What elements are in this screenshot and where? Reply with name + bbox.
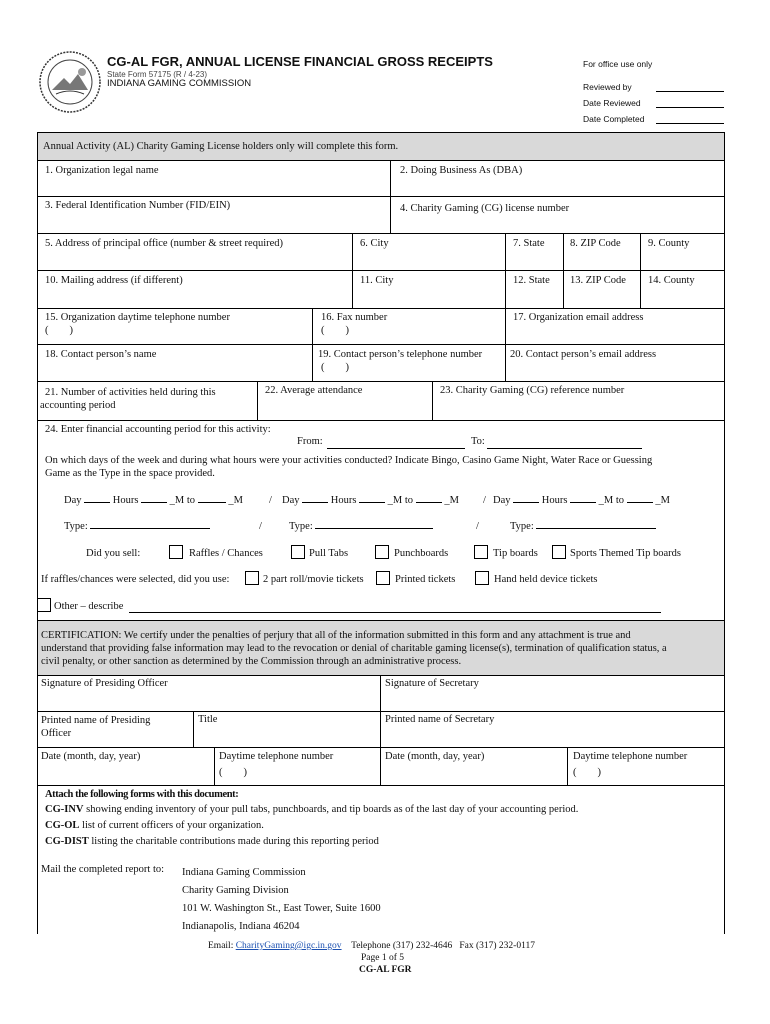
attach-cg-ol: CG-OL list of current officers of your organization. xyxy=(45,820,264,831)
field-7-state[interactable]: 7. State xyxy=(513,238,545,249)
other-describe-input[interactable] xyxy=(129,612,661,613)
office-use-title: For office use only xyxy=(583,59,653,69)
mail-address: Indiana Gaming Commission Charity Gaming Division 101 W. Washington St., East Tower, Suite 1600 Indianapolis, Indiana 46204 xyxy=(182,867,381,932)
day-hours-group-1[interactable]: Day Hours _M to _M xyxy=(64,495,243,506)
printed-name-secretary[interactable]: Printed name of Secretary xyxy=(385,714,495,725)
attach-cg-dist: CG-DIST listing the charitable contributions made during this reporting period xyxy=(45,836,379,847)
mail-label: Mail the completed report to: xyxy=(41,864,165,875)
period-to-label: To: xyxy=(471,436,485,447)
punchboards-label: Punchboards xyxy=(394,548,449,559)
field-18-contact-name[interactable]: 18. Contact person’s name xyxy=(45,349,157,360)
other-checkbox[interactable] xyxy=(37,598,51,612)
signature-secretary[interactable]: Signature of Secretary xyxy=(385,678,479,689)
field-4-cg-license-number[interactable]: 4. Charity Gaming (CG) license number xyxy=(400,203,570,214)
field-17-org-email[interactable]: 17. Organization email address xyxy=(513,312,644,323)
date-completed-label: Date Completed xyxy=(583,114,645,124)
day-hours-group-2[interactable]: Day Hours _M to _M xyxy=(282,495,459,506)
type-input-2[interactable]: Type: xyxy=(289,521,433,532)
footer-contact: Email: CharityGaming@igc.in.gov Telephone (317) 232-4646 Fax (317) 232-0117 xyxy=(208,941,535,951)
field-12-state[interactable]: 12. State xyxy=(513,275,550,286)
other-label: Other – describe xyxy=(54,601,124,612)
period-from-input[interactable] xyxy=(327,448,465,449)
signature-presiding-officer[interactable]: Signature of Presiding Officer xyxy=(41,678,168,689)
phone-secretary[interactable]: Daytime telephone number xyxy=(573,751,688,762)
date-secretary[interactable]: Date (month, day, year) xyxy=(385,751,485,762)
field-16-fax[interactable]: 16. Fax number xyxy=(321,312,388,323)
tip-boards-label: Tip boards xyxy=(493,548,538,559)
field-19-phone-area[interactable]: ( ) xyxy=(321,362,349,373)
date-presiding[interactable]: Date (month, day, year) xyxy=(41,751,141,762)
field-9-county[interactable]: 9. County xyxy=(648,238,690,249)
state-seal-logo xyxy=(38,50,102,114)
field-11-city[interactable]: 11. City xyxy=(360,275,394,286)
raffles-label: Raffles / Chances xyxy=(189,548,263,559)
field-21-line-2: accounting period xyxy=(40,400,116,411)
attach-cg-inv: CG-INV showing ending inventory of your pull tabs, punchboards, and tip boards as of the last day of your accounting period. xyxy=(45,804,579,815)
printed-tickets-label: Printed tickets xyxy=(395,574,456,585)
field-22-average-attendance[interactable]: 22. Average attendance xyxy=(265,385,363,396)
pull-tabs-checkbox[interactable] xyxy=(291,545,305,559)
field-2-dba[interactable]: 2. Doing Business As (DBA) xyxy=(400,165,523,176)
agency-name: INDIANA GAMING COMMISSION xyxy=(107,78,252,89)
printed-name-presiding[interactable]: Printed name of Presiding Officer xyxy=(41,715,151,739)
phone-secretary-area[interactable]: ( ) xyxy=(573,767,601,778)
type-input-1[interactable]: Type: xyxy=(64,521,210,532)
day-hours-group-3[interactable]: Day Hours _M to _M xyxy=(493,495,670,506)
phone-presiding-area[interactable]: ( ) xyxy=(219,767,247,778)
field-5-principal-address[interactable]: 5. Address of principal office (number & street required) xyxy=(45,238,284,249)
handheld-tickets-label: Hand held device tickets xyxy=(494,574,598,585)
date-reviewed-line[interactable] xyxy=(656,107,724,108)
field-15-org-phone[interactable]: 15. Organization daytime telephone number xyxy=(45,312,230,323)
tip-boards-checkbox[interactable] xyxy=(474,545,488,559)
did-you-sell-label: Did you sell: xyxy=(86,548,141,559)
field-19-contact-phone[interactable]: 19. Contact person’s telephone number xyxy=(318,349,483,360)
field-14-county[interactable]: 14. County xyxy=(648,275,695,286)
certification-text: CERTIFICATION: We certify under the penalties of perjury that all of the information submitted in this form and any attachment is true and understand that providing false information may lead to the revocation or denial of charitable gaming license(s), termination of qualification status, a civil penalty, or other sanction as determined by the Commission through an administrative process. xyxy=(41,630,667,667)
intro-text: Annual Activity (AL) Charity Gaming License holders only will complete this form. xyxy=(43,141,399,152)
date-reviewed-label: Date Reviewed xyxy=(583,98,641,108)
footer-form-code: CG-AL FGR xyxy=(359,965,412,975)
printed-tickets-checkbox[interactable] xyxy=(376,571,390,585)
two-part-roll-label: 2 part roll/movie tickets xyxy=(263,574,364,585)
field-20-contact-email[interactable]: 20. Contact person’s email address xyxy=(510,349,657,360)
title-field[interactable]: Title xyxy=(198,714,218,725)
handheld-tickets-checkbox[interactable] xyxy=(475,571,489,585)
field-13-zip[interactable]: 13. ZIP Code xyxy=(570,275,626,286)
reviewed-by-line[interactable] xyxy=(656,91,724,92)
raffles-checkbox[interactable] xyxy=(169,545,183,559)
period-from-label: From: xyxy=(297,436,323,447)
phone-presiding[interactable]: Daytime telephone number xyxy=(219,751,334,762)
field-1-org-legal-name[interactable]: 1. Organization legal name xyxy=(45,165,159,176)
field-10-mailing-address[interactable]: 10. Mailing address (if different) xyxy=(45,275,183,286)
days-question: On which days of the week and during what hours were your activities conducted? Indicate Bingo, Casino Game Night, Water Race or Guessing xyxy=(45,455,653,466)
sports-tip-boards-label: Sports Themed Tip boards xyxy=(570,548,681,559)
two-part-roll-checkbox[interactable] xyxy=(245,571,259,585)
field-15-phone-area[interactable]: ( ) xyxy=(45,325,73,336)
period-label: 24. Enter financial accounting period for this activity: xyxy=(45,424,271,435)
if-raffles-label: If raffles/chances were selected, did you use: xyxy=(41,574,230,585)
attach-heading: Attach the following forms with this document: xyxy=(45,789,239,800)
email-link[interactable]: CharityGaming@igc.in.gov xyxy=(235,941,342,951)
days-question-line-2: Game as the Type in the space provided. xyxy=(45,468,215,479)
type-input-3[interactable]: Type: xyxy=(510,521,656,532)
field-16-fax-area[interactable]: ( ) xyxy=(321,325,349,336)
state-form-number: State Form 57175 (R / 4-23) xyxy=(107,70,208,79)
field-21-number-of-activities[interactable]: 21. Number of activities held during this xyxy=(45,387,216,398)
sports-tip-boards-checkbox[interactable] xyxy=(552,545,566,559)
date-completed-line[interactable] xyxy=(656,123,724,124)
period-to-input[interactable] xyxy=(487,448,642,449)
field-23-cg-reference[interactable]: 23. Charity Gaming (CG) reference number xyxy=(440,385,625,396)
field-6-city[interactable]: 6. City xyxy=(360,238,389,249)
punchboards-checkbox[interactable] xyxy=(375,545,389,559)
page-number: Page 1 of 5 xyxy=(361,953,405,963)
form-title: CG-AL FGR, ANNUAL LICENSE FINANCIAL GROSS RECEIPTS xyxy=(107,54,493,69)
field-8-zip[interactable]: 8. ZIP Code xyxy=(570,238,621,249)
reviewed-by-label: Reviewed by xyxy=(583,82,632,92)
field-3-fid-ein[interactable]: 3. Federal Identification Number (FID/EIN) xyxy=(45,200,231,211)
pull-tabs-label: Pull Tabs xyxy=(309,548,349,559)
